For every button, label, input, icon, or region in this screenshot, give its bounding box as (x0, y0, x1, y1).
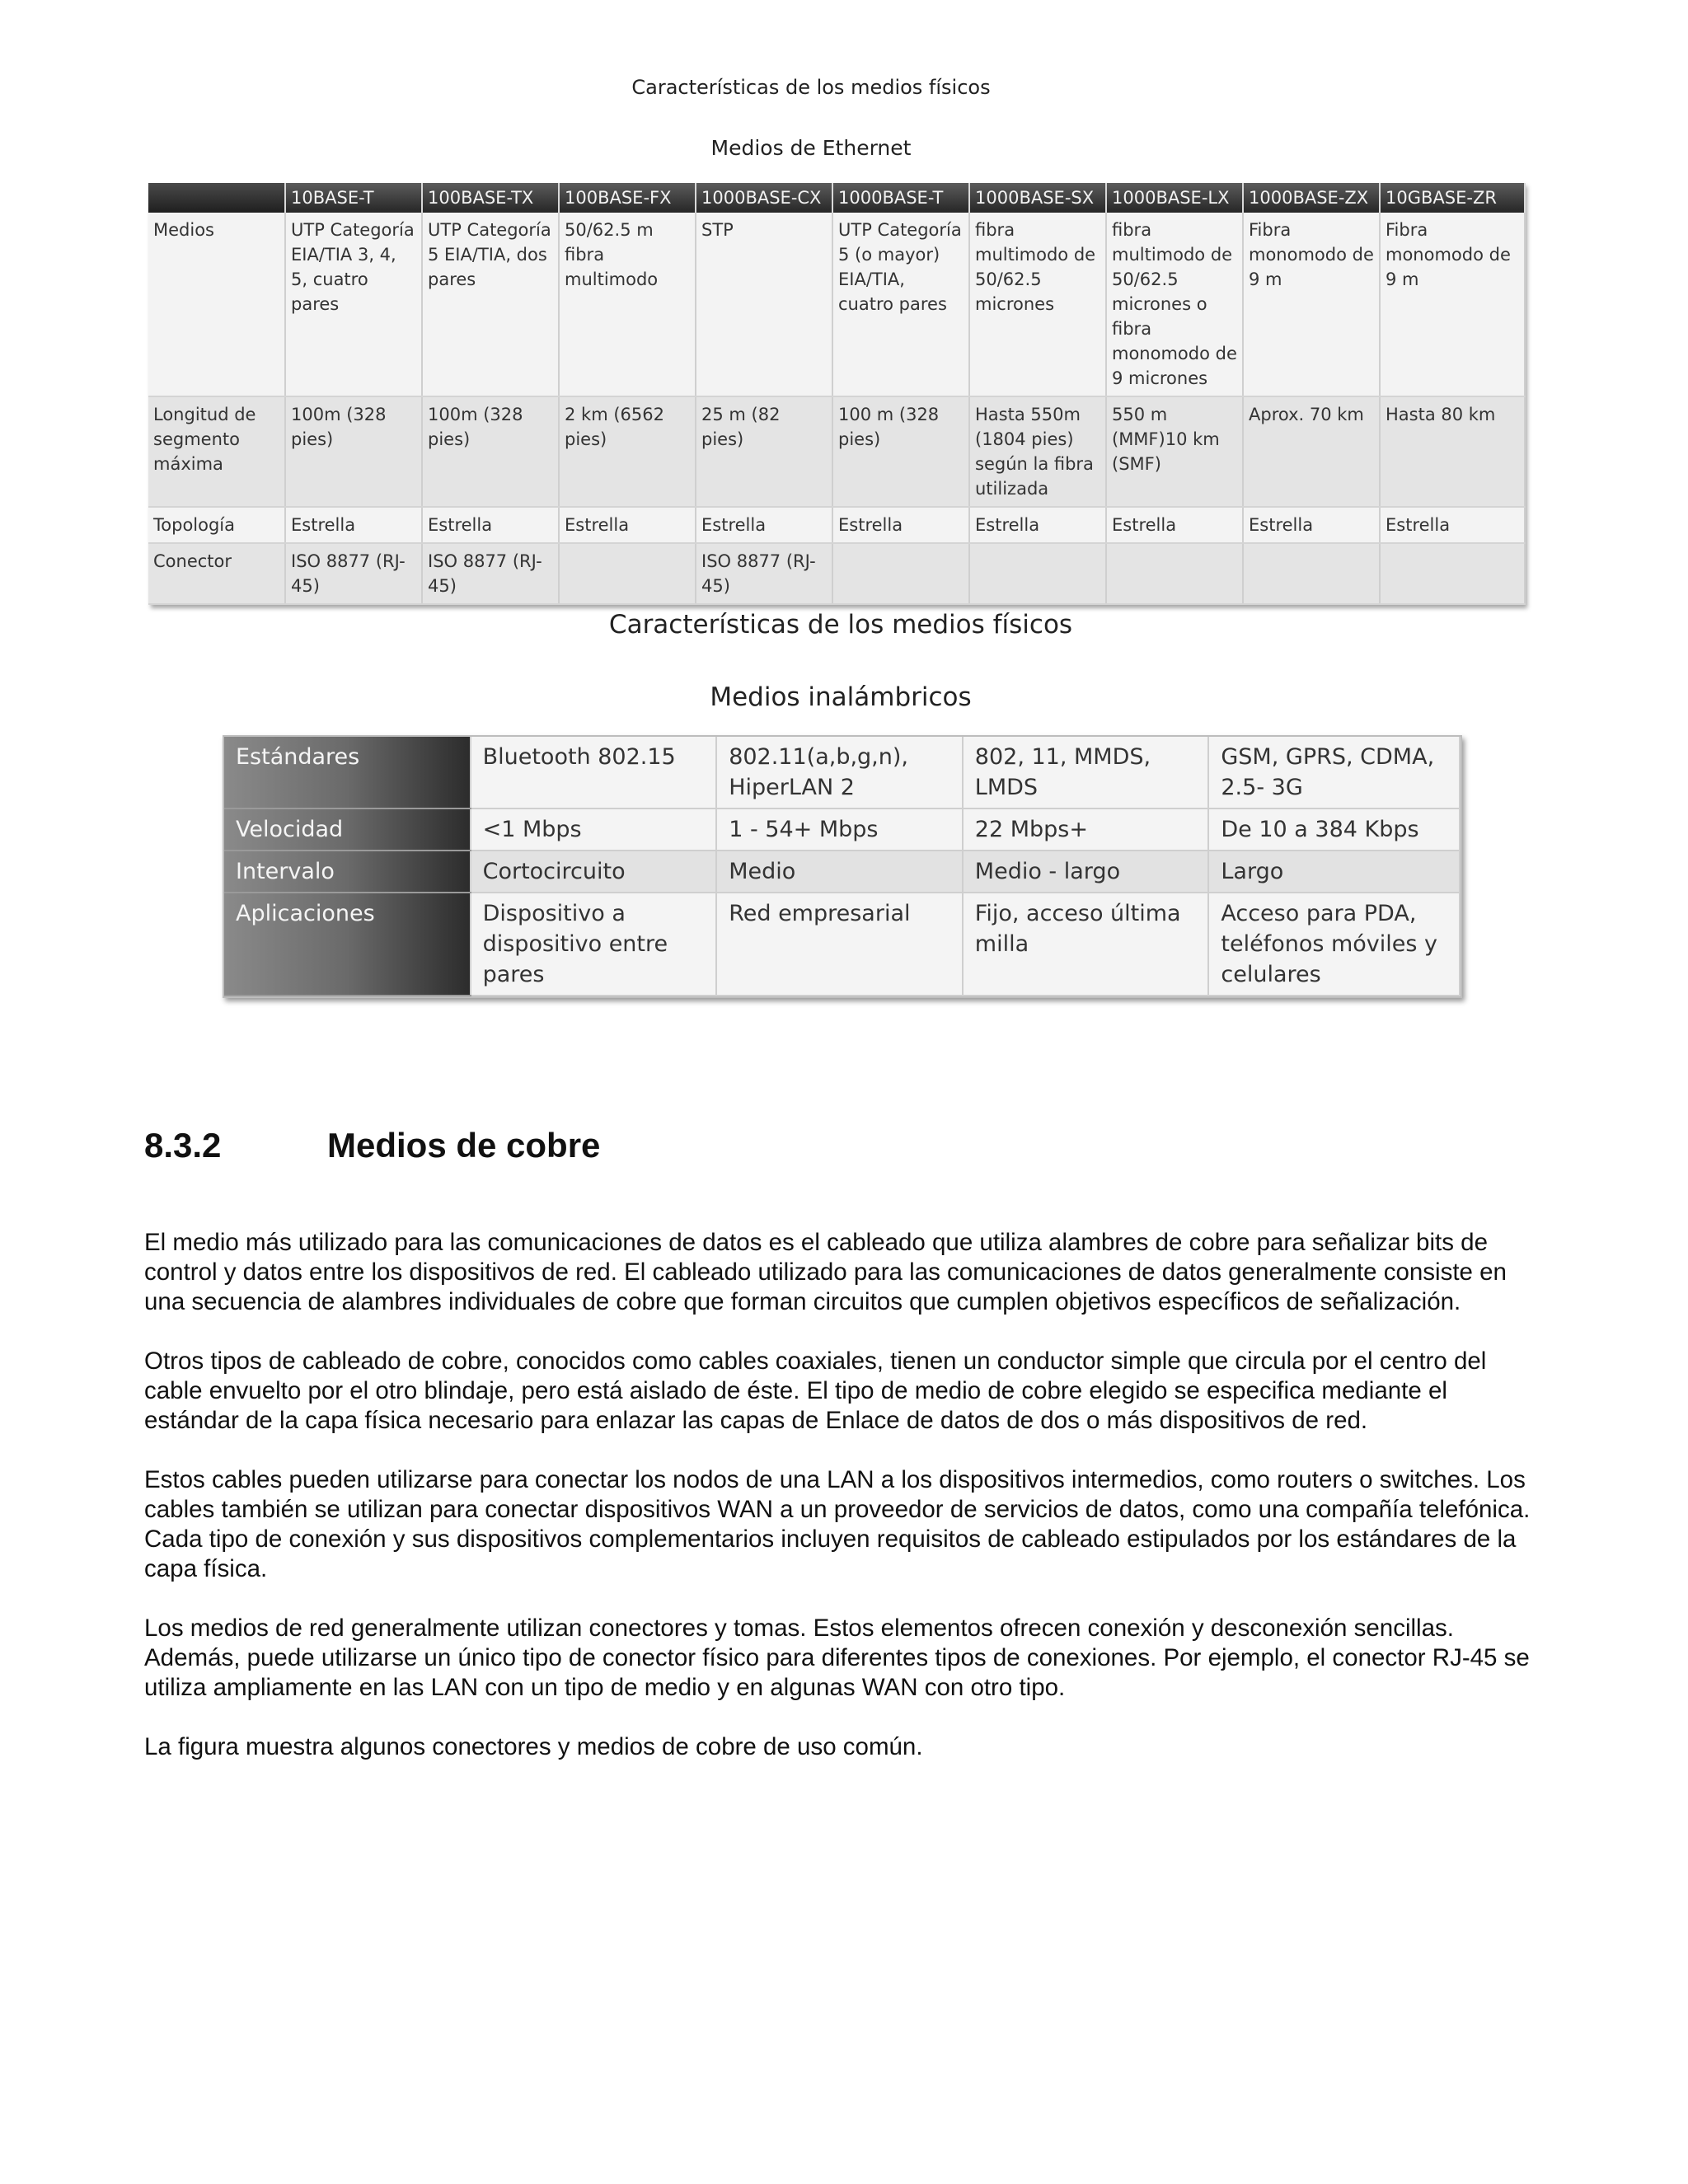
table-cell: UTP Categoría 5 (o mayor) EIA/TIA, cuatro pares (832, 213, 969, 396)
table-cell: GSM, GPRS, CDMA, 2.5- 3G (1208, 737, 1460, 808)
table-cell: 1 - 54+ Mbps (716, 808, 963, 851)
row-label: Conector (148, 543, 285, 604)
table-cell: Medio - largo (963, 851, 1209, 893)
table-cell: Estrella (559, 507, 696, 543)
ethernet-media-table (148, 183, 1526, 605)
table-cell (969, 543, 1106, 604)
wireless-table-container (223, 735, 1462, 998)
table-cell: Fibra monomodo de 9 m (1380, 213, 1525, 396)
wireless-figure-title: Características de los medios físicos (608, 610, 1073, 640)
table-cell: De 10 a 384 Kbps (1208, 808, 1460, 851)
table-cell: 100m (328 pies) (285, 396, 422, 507)
header-cell: 100BASE-TX (422, 183, 559, 213)
table-cell: Cortocircuito (471, 851, 717, 893)
ethernet-figure-title: Características de los medios físicos (631, 76, 991, 99)
header-cell: 1000BASE-CX (696, 183, 832, 213)
paragraph: La figura muestra algunos conectores y medios de cobre de uso común. (144, 1733, 923, 1760)
section-title: Medios de cobre (327, 1126, 601, 1165)
ethernet-header-row (148, 183, 1525, 213)
row-label: Medios (148, 213, 285, 396)
table-cell: Hasta 550m (1804 pies) según la fibra utilizada (969, 396, 1106, 507)
table-cell: Red empresarial (716, 893, 963, 996)
table-cell: ISO 8877 (RJ-45) (422, 543, 559, 604)
table-cell: Medio (716, 851, 963, 893)
paragraph: Los medios de red generalmente utilizan conectores y tomas. Estos elementos ofrecen conexión y desconexión sencillas. Además, puede utilizarse un único tipo de conector físico para diferentes tipos de conexiones. Por ejemplo, el conector RJ-45 se utiliza ampliamente en las LAN con un tipo de medio y en algunas WAN con otro tipo. (144, 1615, 1530, 1701)
table-cell: fibra multimodo de 50/62.5 micrones o fibra monomodo de 9 micrones (1106, 213, 1243, 396)
table-cell: Aprox. 70 km (1243, 396, 1380, 507)
ethernet-table-container (148, 183, 1525, 605)
table-row (224, 893, 1460, 996)
row-label: Estándares (224, 737, 471, 808)
header-cell (148, 183, 285, 213)
table-cell: 802.11(a,b,g,n), HiperLAN 2 (716, 737, 963, 808)
table-cell (1380, 543, 1525, 604)
section-number: 8.3.2 (144, 1126, 222, 1165)
table-cell: Largo (1208, 851, 1460, 893)
table-cell: Hasta 80 km (1380, 396, 1525, 507)
table-cell: Acceso para PDA, teléfonos móviles y celulares (1208, 893, 1460, 996)
wireless-figure-subtitle: Medios inalámbricos (710, 682, 972, 712)
table-cell: UTP Categoría EIA/TIA 3, 4, 5, cuatro pares (285, 213, 422, 396)
table-cell: 22 Mbps+ (963, 808, 1209, 851)
table-cell: Dispositivo a dispositivo entre pares (471, 893, 717, 996)
header-cell: 1000BASE-LX (1106, 183, 1243, 213)
header-cell: 1000BASE-ZX (1243, 183, 1380, 213)
table-row (148, 396, 1525, 507)
table-cell: Estrella (285, 507, 422, 543)
table-row (224, 808, 1460, 851)
table-cell: 2 km (6562 pies) (559, 396, 696, 507)
row-label: Topología (148, 507, 285, 543)
section-body (144, 1228, 1545, 1792)
table-cell: 100m (328 pies) (422, 396, 559, 507)
table-cell (1106, 543, 1243, 604)
table-cell: Estrella (1380, 507, 1525, 543)
table-row (224, 737, 1460, 808)
table-cell: Estrella (1106, 507, 1243, 543)
table-row (148, 507, 1525, 543)
table-cell: ISO 8877 (RJ-45) (285, 543, 422, 604)
wireless-media-table (224, 737, 1461, 996)
row-label: Intervalo (224, 851, 471, 893)
row-label: Longitud de segmento máxima (148, 396, 285, 507)
header-cell: 10GBASE-ZR (1380, 183, 1525, 213)
paragraph: El medio más utilizado para las comunicaciones de datos es el cableado que utiliza alambres de cobre para señalizar bits de control y datos entre los dispositivos de red. El cableado utilizado para las comunicaciones de datos generalmente consiste en una secuencia de alambres individuales de cobre que forman circuitos que cumplen objetivos específicos de señalización. (144, 1229, 1507, 1315)
table-cell (1243, 543, 1380, 604)
paragraph: Otros tipos de cableado de cobre, conocidos como cables coaxiales, tienen un conductor simple que circula por el centro del cable envuelto por el otro blindaje, pero está aislado de éste. El tipo de medio de cobre elegido se especifica mediante el estándar de la capa física necesario para enlazar las capas de Enlace de datos de dos o más dispositivos de red. (144, 1347, 1487, 1434)
table-cell: Estrella (969, 507, 1106, 543)
table-cell: Fibra monomodo de 9 m (1243, 213, 1380, 396)
ethernet-figure-subtitle: Medios de Ethernet (710, 136, 912, 160)
header-cell: 10BASE-T (285, 183, 422, 213)
header-cell: 1000BASE-T (832, 183, 969, 213)
table-cell: UTP Categoría 5 EIA/TIA, dos pares (422, 213, 559, 396)
table-cell: Estrella (832, 507, 969, 543)
paragraph: Estos cables pueden utilizarse para conectar los nodos de una LAN a los dispositivos intermedios, como routers o switches. Los cables también se utilizan para conectar dispositivos WAN a un proveedor de servicios de datos, como una compañía telefónica. Cada tipo de conexión y sus dispositivos complementarios incluyen requisitos de cableado estipulados por los estándares de la capa física. (144, 1466, 1531, 1582)
table-row (148, 213, 1525, 396)
table-cell: 50/62.5 m fibra multimodo (559, 213, 696, 396)
table-row (148, 543, 1525, 604)
table-cell: Estrella (422, 507, 559, 543)
table-cell (832, 543, 969, 604)
row-label: Velocidad (224, 808, 471, 851)
header-cell: 100BASE-FX (559, 183, 696, 213)
table-row (224, 851, 1460, 893)
table-cell: 25 m (82 pies) (696, 396, 832, 507)
table-cell: <1 Mbps (471, 808, 717, 851)
table-cell: Bluetooth 802.15 (471, 737, 717, 808)
table-cell: fibra multimodo de 50/62.5 micrones (969, 213, 1106, 396)
section-heading (144, 1126, 600, 1165)
table-cell: ISO 8877 (RJ-45) (696, 543, 832, 604)
header-cell: 1000BASE-SX (969, 183, 1106, 213)
table-cell: 802, 11, MMDS, LMDS (963, 737, 1209, 808)
table-cell: Estrella (1243, 507, 1380, 543)
table-cell: Estrella (696, 507, 832, 543)
table-cell: 550 m (MMF)10 km (SMF) (1106, 396, 1243, 507)
table-cell: STP (696, 213, 832, 396)
table-cell: 100 m (328 pies) (832, 396, 969, 507)
table-cell: Fijo, acceso última milla (963, 893, 1209, 996)
table-cell (559, 543, 696, 604)
row-label: Aplicaciones (224, 893, 471, 996)
